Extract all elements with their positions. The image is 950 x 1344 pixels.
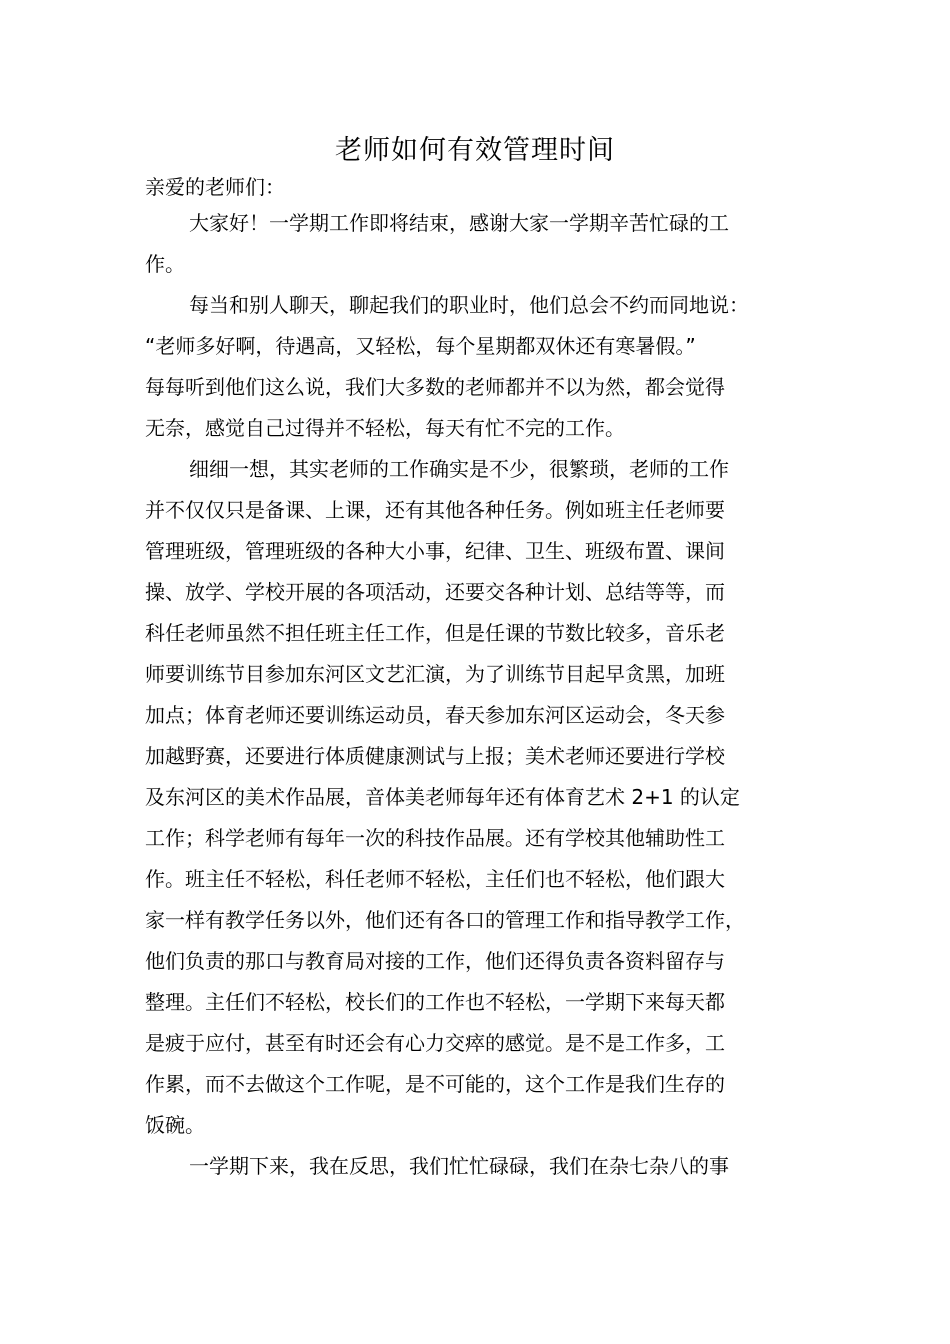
- paragraph-line: “老师多好啊，待遇高，又轻松，每个星期都双休还有寒暑假。”: [145, 334, 696, 358]
- paragraph-line: 每当和别人聊天，聊起我们的职业时，他们总会不约而同地说：: [189, 293, 749, 317]
- paragraph-line: 作累，而不去做这个工作呢，是不可能的，这个工作是我们生存的: [145, 1072, 725, 1096]
- paragraph-line: 作。班主任不轻松，科任老师不轻松，主任们也不轻松，他们跟大: [145, 867, 725, 891]
- paragraph-line: 师要训练节目参加东河区文艺汇演，为了训练节目起早贪黑，加班: [145, 662, 725, 686]
- paragraph-line: 无奈，感觉自己过得并不轻松，每天有忙不完的工作。: [145, 416, 625, 440]
- paragraph-line: 整理。主任们不轻松，校长们的工作也不轻松，一学期下来每天都: [145, 990, 725, 1014]
- paragraph-line: 是疲于应付，甚至有时还会有心力交瘁的感觉。是不是工作多，工: [145, 1031, 725, 1055]
- paragraph-line: 并不仅仅只是备课、上课，还有其他各种任务。例如班主任老师要: [145, 498, 725, 522]
- paragraph-line: 他们负责的那口与教育局对接的工作，他们还得负责各资料留存与: [145, 949, 725, 973]
- paragraph-line: 细细一想，其实老师的工作确实是不少，很繁琐，老师的工作: [189, 457, 729, 481]
- paragraph-line: 工作；科学老师有每年一次的科技作品展。还有学校其他辅助性工: [145, 826, 725, 850]
- paragraph-line: 加越野赛，还要进行体质健康测试与上报；美术老师还要进行学校: [145, 744, 725, 768]
- paragraph-line: 操、放学、学校开展的各项活动，还要交各种计划、总结等等，而: [145, 580, 725, 604]
- salutation: 亲爱的老师们：: [145, 175, 285, 199]
- paragraph-line: 科任老师虽然不担任班主任工作，但是任课的节数比较多，音乐老: [145, 621, 725, 645]
- paragraph-line: 家一样有教学任务以外，他们还有各口的管理工作和指导教学工作，: [145, 908, 745, 932]
- paragraph-line: 管理班级，管理班级的各种大小事，纪律、卫生、班级布置、课间: [145, 539, 725, 563]
- paragraph-line: 作。: [145, 252, 185, 276]
- paragraph-line: 一学期下来，我在反思，我们忙忙碌碌，我们在杂七杂八的事: [189, 1154, 729, 1178]
- paragraph-line: 饭碗。: [145, 1113, 205, 1137]
- paragraph-line: 加点；体育老师还要训练运动员，春天参加东河区运动会，冬天参: [145, 703, 725, 727]
- paragraph-line: 大家好！一学期工作即将结束，感谢大家一学期辛苦忙碌的工: [189, 211, 729, 235]
- document-title: 老师如何有效管理时间: [335, 135, 615, 166]
- paragraph-line: 每每听到他们这么说，我们大多数的老师都并不以为然，都会觉得: [145, 375, 725, 399]
- document-body: [145, 172, 825, 1187]
- paragraph-line: 及东河区的美术作品展，音体美老师每年还有体育艺术 2+1 的认定: [145, 785, 740, 809]
